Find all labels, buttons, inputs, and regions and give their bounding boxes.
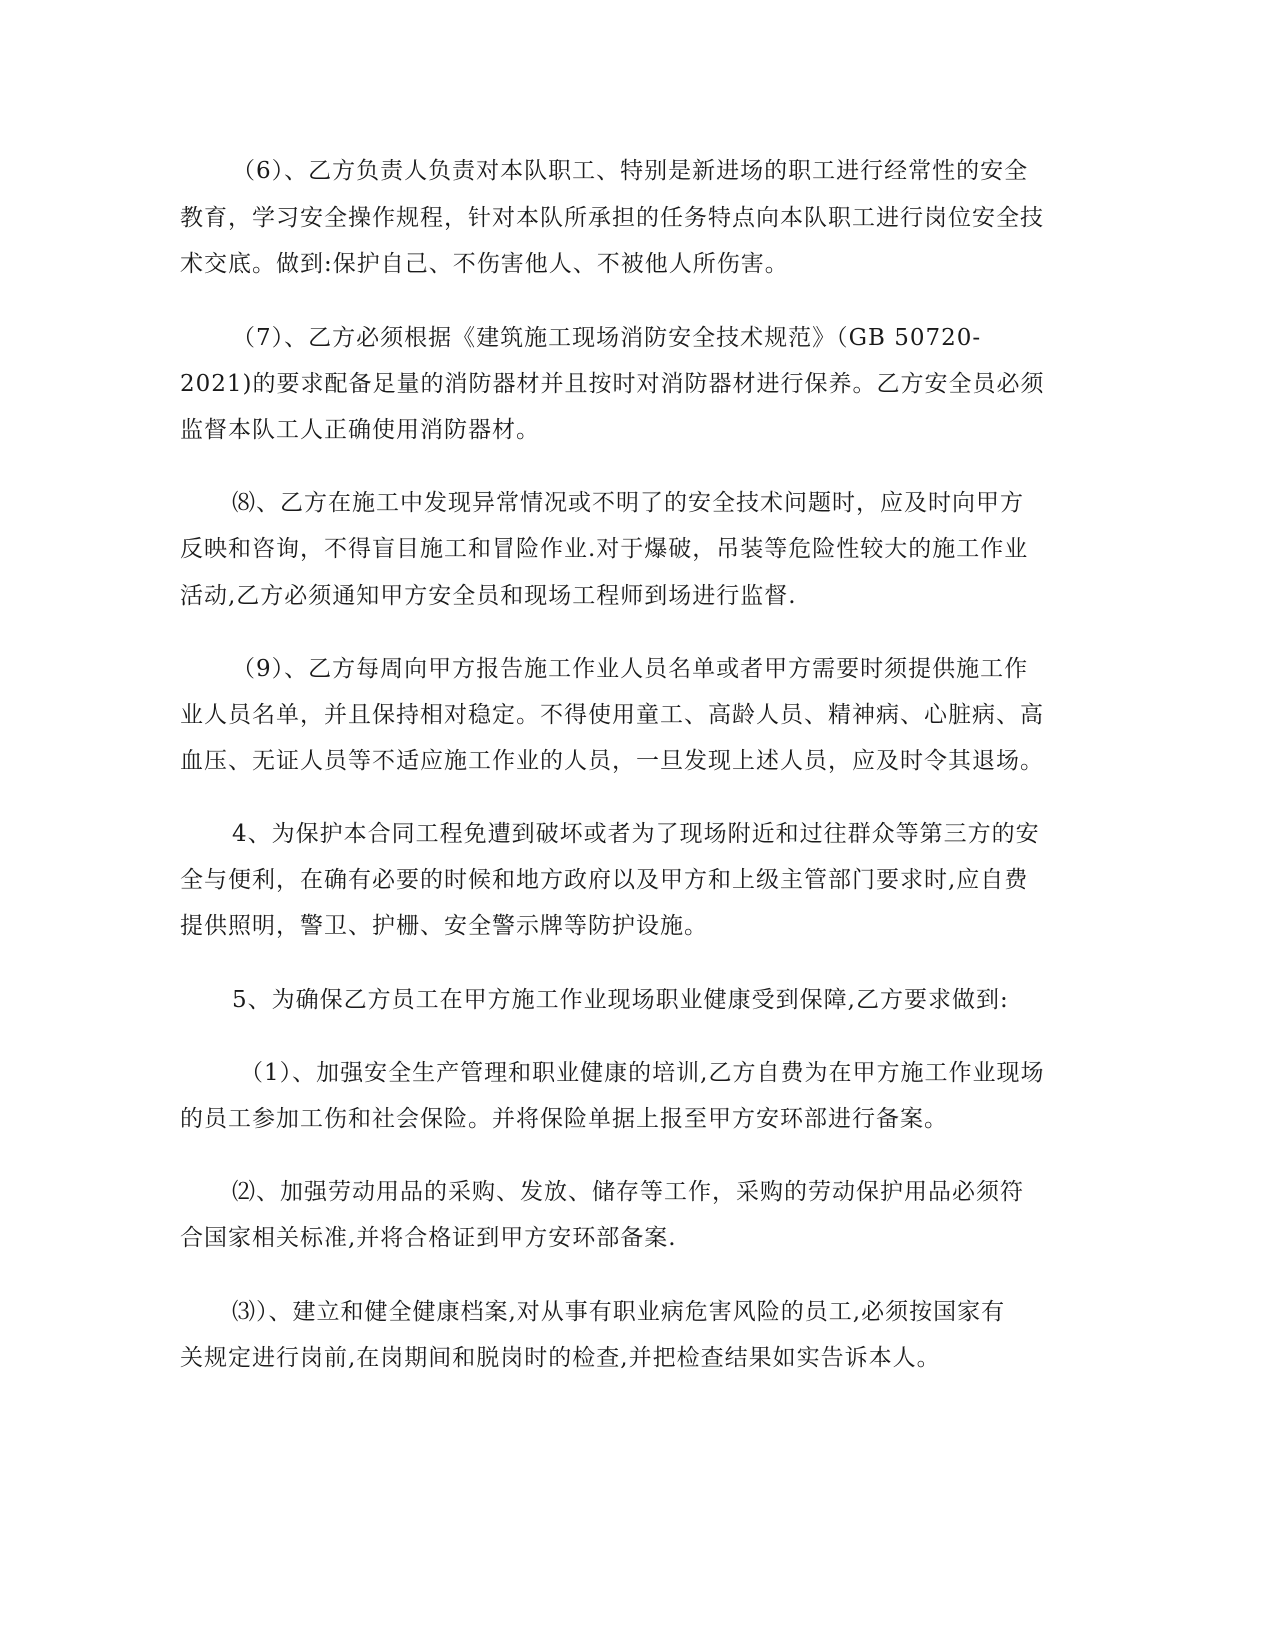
text-line: （7）、乙方必须根据《建筑施工现场消防安全技术规范》（GB 50720- [232, 325, 982, 351]
text-line: 5、为确保乙方员工在甲方施工作业现场职业健康受到保障,乙方要求做到: [232, 987, 1009, 1013]
text-line: （9）、乙方每周向甲方报告施工作业人员名单或者甲方需要时须提供施工作 [232, 656, 1029, 682]
text-line: 活动,乙方必须通知甲方安全员和现场工程师到场进行监督. [180, 583, 797, 609]
text-line: 的员工参加工伤和社会保险。并将保险单据上报至甲方安环部进行备案。 [180, 1106, 948, 1132]
text-line: ⑻、乙方在施工中发现异常情况或不明了的安全技术问题时，应及时向甲方 [232, 490, 1024, 516]
text-line: （6）、乙方负责人负责对本队职工、特别是新进场的职工进行经常性的安全 [232, 158, 1029, 184]
text-line: ⑶）、建立和健全健康档案,对从事有职业病危害风险的员工,必须按国家有 [232, 1299, 1006, 1325]
text-line: （1）、加强安全生产管理和职业健康的培训,乙方自费为在甲方施工作业现场 [240, 1060, 1045, 1086]
text-line: 血压、无证人员等不适应施工作业的人员，一旦发现上述人员，应及时令其退场。 [180, 748, 1044, 774]
text-line: 关规定进行岗前,在岗期间和脱岗时的检查,并把检查结果如实告诉本人。 [180, 1345, 941, 1371]
text-line: 全与便利，在确有必要的时候和地方政府以及甲方和上级主管部门要求时,应自费 [180, 867, 1029, 893]
text-line: ⑵、加强劳动用品的采购、发放、储存等工作，采购的劳动保护用品必须符 [232, 1179, 1024, 1205]
text-line: 术交底。做到:保护自己、不伤害他人、不被他人所伤害。 [180, 251, 789, 277]
text-line: 提供照明，警卫、护栅、安全警示牌等防护设施。 [180, 913, 708, 939]
text-line: 反映和咨询，不得盲目施工和冒险作业.对于爆破，吊装等危险性较大的施工作业 [180, 536, 1029, 562]
text-line: 教育，学习安全操作规程，针对本队所承担的任务特点向本队职工进行岗位安全技 [180, 205, 1044, 231]
text-line: 监督本队工人正确使用消防器材。 [180, 417, 540, 443]
text-line: 合国家相关标准,并将合格证到甲方安环部备案. [180, 1225, 677, 1251]
text-line: 业人员名单，并且保持相对稳定。不得使用童工、高龄人员、精神病、心脏病、高 [180, 702, 1044, 728]
text-line: 2021)的要求配备足量的消防器材并且按时对消防器材进行保养。乙方安全员必须 [180, 371, 1045, 397]
text-line: 4、为保护本合同工程免遭到破坏或者为了现场附近和过往群众等第三方的安 [232, 821, 1040, 847]
